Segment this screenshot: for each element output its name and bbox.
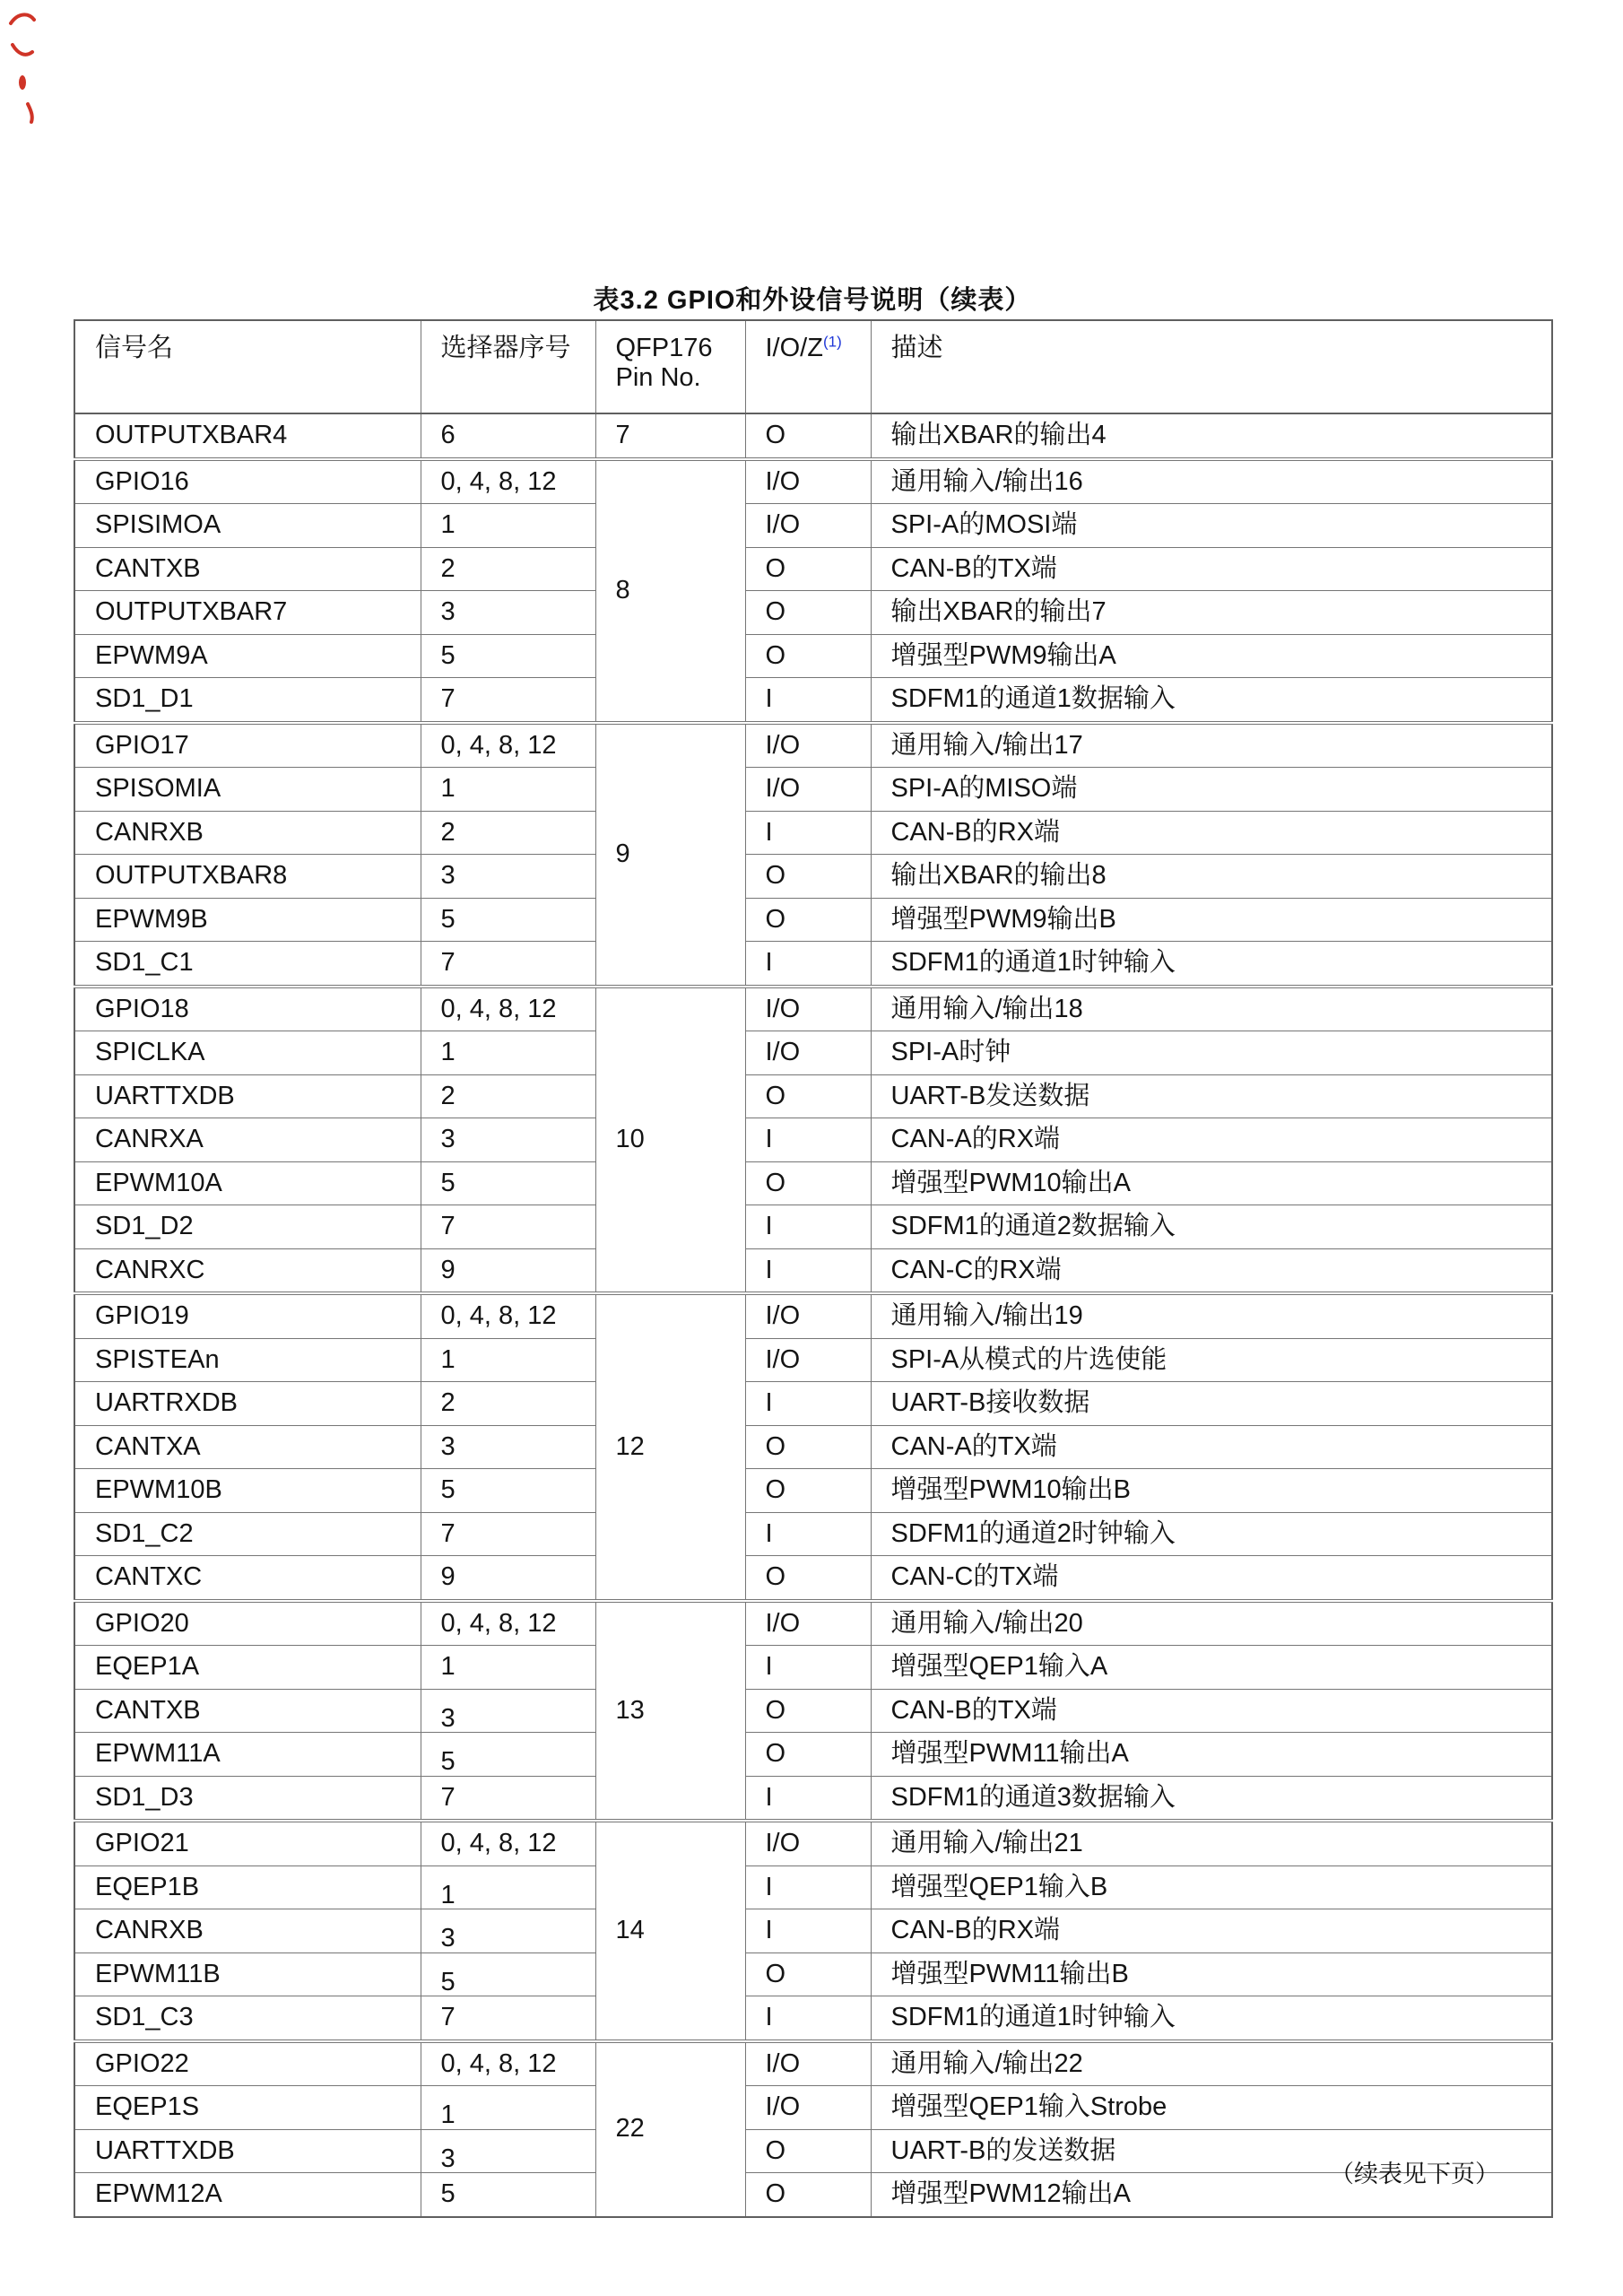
desc-cell: SPI-A的MOSI端	[871, 504, 1552, 548]
desc-cell: 输出XBAR的输出7	[871, 591, 1552, 635]
ioz-cell: I	[745, 1646, 871, 1690]
selector-cell: 1	[421, 1338, 595, 1382]
signal-cell: CANRXB	[74, 1909, 421, 1953]
selector-cell: 1	[421, 1031, 595, 1075]
signal-cell: GPIO21	[74, 1821, 421, 1866]
desc-cell: 通用输入/输出20	[871, 1601, 1552, 1646]
ioz-cell: I	[745, 678, 871, 723]
table-row	[74, 811, 1552, 855]
signal-cell: EPWM9A	[74, 634, 421, 678]
desc-cell: SDFM1的通道3数据输入	[871, 1776, 1552, 1821]
signal-cell: EQEP1S	[74, 2086, 421, 2130]
selector-cell: 3	[421, 1118, 595, 1162]
desc-cell: CAN-B的TX端	[871, 1689, 1552, 1733]
selector-cell: 2	[421, 547, 595, 591]
signal-cell: GPIO22	[74, 2041, 421, 2086]
ioz-cell: O	[745, 2173, 871, 2217]
selector-cell: 9	[421, 1556, 595, 1601]
desc-cell: 增强型PWM9输出A	[871, 634, 1552, 678]
selector-cell: 0, 4, 8, 12	[421, 723, 595, 768]
desc-cell: CAN-C的RX端	[871, 1248, 1552, 1293]
table-row	[74, 1996, 1552, 2041]
desc-cell: CAN-B的RX端	[871, 811, 1552, 855]
table-row	[74, 1248, 1552, 1293]
selector-cell: 1	[421, 768, 595, 812]
ioz-cell: I/O	[745, 1031, 871, 1075]
ioz-cell: I/O	[745, 2041, 871, 2086]
signal-cell: SD1_D2	[74, 1205, 421, 1249]
ioz-cell: I/O	[745, 723, 871, 768]
table-row	[74, 987, 1552, 1031]
table-row	[74, 1031, 1552, 1075]
desc-cell: 增强型PWM10输出A	[871, 1161, 1552, 1205]
pin-cell: 9	[595, 723, 745, 987]
desc-cell: 输出XBAR的输出4	[871, 413, 1552, 459]
selector-cell: 3	[421, 591, 595, 635]
pin-cell: 13	[595, 1601, 745, 1822]
selector-cell: 3	[421, 855, 595, 899]
pin-cell: 7	[595, 413, 745, 459]
ioz-cell: I	[745, 811, 871, 855]
ioz-cell: I/O	[745, 1293, 871, 1338]
signal-cell: EPWM12A	[74, 2173, 421, 2217]
desc-cell: 通用输入/输出16	[871, 459, 1552, 504]
table-row	[74, 1733, 1552, 1777]
ioz-cell: O	[745, 1469, 871, 1513]
table-row	[74, 1601, 1552, 1646]
desc-cell: SDFM1的通道1数据输入	[871, 678, 1552, 723]
table-row	[74, 2041, 1552, 2086]
selector-cell: 5	[421, 2173, 595, 2217]
signal-cell: CANTXA	[74, 1425, 421, 1469]
selector-cell: 2	[421, 811, 595, 855]
ioz-cell: I	[745, 1866, 871, 1909]
table-row	[74, 413, 1552, 459]
desc-cell: 增强型QEP1输入Strobe	[871, 2086, 1552, 2130]
ioz-cell: O	[745, 1689, 871, 1733]
ioz-cell: O	[745, 1425, 871, 1469]
ioz-cell: I/O	[745, 1601, 871, 1646]
desc-cell: SPI-A的MISO端	[871, 768, 1552, 812]
signal-cell: OUTPUTXBAR8	[74, 855, 421, 899]
table-row	[74, 547, 1552, 591]
selector-cell: 0, 4, 8, 12	[421, 1601, 595, 1646]
table-row	[74, 1293, 1552, 1338]
signal-cell: CANTXB	[74, 547, 421, 591]
selector-cell: 7	[421, 1996, 595, 2041]
table-row	[74, 1556, 1552, 1601]
table-row	[74, 1161, 1552, 1205]
signal-cell: UARTTXDB	[74, 1074, 421, 1118]
desc-cell: UART-B发送数据	[871, 1074, 1552, 1118]
table-row	[74, 768, 1552, 812]
col-header-selector: 选择器序号	[421, 320, 595, 413]
desc-cell: 增强型PWM11输出B	[871, 1952, 1552, 1996]
gpio-signal-table	[74, 319, 1553, 2218]
selector-cell: 7	[421, 1776, 595, 1821]
signal-cell: GPIO20	[74, 1601, 421, 1646]
table-row	[74, 1338, 1552, 1382]
selector-cell: 7	[421, 942, 595, 987]
table-row	[74, 1646, 1552, 1690]
table-row	[74, 1821, 1552, 1866]
selector-cell: 3	[421, 1425, 595, 1469]
selector-cell: 0, 4, 8, 12	[421, 459, 595, 504]
signal-cell: EPWM9B	[74, 898, 421, 942]
table-row	[74, 1909, 1552, 1953]
selector-cell: 1	[421, 2086, 595, 2130]
col-header-desc: 描述	[871, 320, 1552, 413]
signal-cell: EPWM10B	[74, 1469, 421, 1513]
table-row	[74, 855, 1552, 899]
table-row	[74, 898, 1552, 942]
ioz-cell: O	[745, 1161, 871, 1205]
pin-cell: 22	[595, 2041, 745, 2217]
selector-cell: 7	[421, 678, 595, 723]
selector-cell: 5	[421, 1161, 595, 1205]
selector-cell: 7	[421, 1205, 595, 1249]
col-header-signal: 信号名	[74, 320, 421, 413]
table-row	[74, 2086, 1552, 2130]
table-row	[74, 1469, 1552, 1513]
table-row	[74, 1118, 1552, 1162]
col-header-pin-line1: QFP176	[615, 334, 713, 362]
signal-cell: SPISTEAn	[74, 1338, 421, 1382]
signal-cell: CANTXC	[74, 1556, 421, 1601]
table-row	[74, 591, 1552, 635]
selector-cell: 1	[421, 504, 595, 548]
ioz-cell: O	[745, 547, 871, 591]
selector-cell: 5	[421, 1952, 595, 1996]
table-row	[74, 1205, 1552, 1249]
signal-cell: OUTPUTXBAR7	[74, 591, 421, 635]
signal-cell: SPISOMIA	[74, 768, 421, 812]
ioz-cell: I/O	[745, 1821, 871, 1866]
ioz-cell: I/O	[745, 1338, 871, 1382]
desc-cell: CAN-A的TX端	[871, 1425, 1552, 1469]
col-header-pin	[595, 320, 745, 413]
selector-cell: 1	[421, 1646, 595, 1690]
desc-cell: CAN-B的RX端	[871, 1909, 1552, 1953]
pin-cell: 14	[595, 1821, 745, 2041]
col-header-pin-line2: Pin No.	[615, 363, 701, 393]
selector-cell: 1	[421, 1866, 595, 1909]
desc-cell: SDFM1的通道2时钟输入	[871, 1512, 1552, 1556]
ioz-cell: O	[745, 591, 871, 635]
ioz-cell: I	[745, 1776, 871, 1821]
selector-cell: 6	[421, 413, 595, 459]
pin-cell: 12	[595, 1293, 745, 1601]
ioz-cell: I	[745, 1118, 871, 1162]
desc-cell: UART-B接收数据	[871, 1382, 1552, 1426]
ioz-cell: O	[745, 413, 871, 459]
ioz-cell: I/O	[745, 504, 871, 548]
continuation-note: （续表见下页）	[1330, 2161, 1499, 2187]
ioz-cell: O	[745, 634, 871, 678]
signal-cell: SPISIMOA	[74, 504, 421, 548]
selector-cell: 5	[421, 898, 595, 942]
ioz-cell: I	[745, 1909, 871, 1953]
ioz-cell: I	[745, 1205, 871, 1249]
desc-cell: SDFM1的通道1时钟输入	[871, 1996, 1552, 2041]
ioz-cell: O	[745, 855, 871, 899]
desc-cell: SPI-A从模式的片选使能	[871, 1338, 1552, 1382]
signal-cell: CANRXC	[74, 1248, 421, 1293]
signal-cell: SD1_D3	[74, 1776, 421, 1821]
ioz-cell: I/O	[745, 768, 871, 812]
table-title: 表3.2 GPIO和外设信号说明（续表）	[593, 286, 1032, 315]
ioz-cell: I	[745, 1512, 871, 1556]
header-row	[74, 320, 1552, 413]
table-row	[74, 1074, 1552, 1118]
selector-cell: 9	[421, 1248, 595, 1293]
desc-cell: UART-B的发送数据	[871, 2129, 1552, 2173]
ioz-cell: O	[745, 2129, 871, 2173]
signal-cell: EPWM11B	[74, 1952, 421, 1996]
table-row	[74, 1689, 1552, 1733]
desc-cell: SPI-A时钟	[871, 1031, 1552, 1075]
ioz-cell: I	[745, 942, 871, 987]
desc-cell: 增强型QEP1输入A	[871, 1646, 1552, 1690]
pin-cell: 8	[595, 459, 745, 723]
ioz-cell: I/O	[745, 459, 871, 504]
table-row	[74, 504, 1552, 548]
table-row	[74, 459, 1552, 504]
signal-cell: CANRXA	[74, 1118, 421, 1162]
table-row	[74, 1425, 1552, 1469]
selector-cell: 3	[421, 1689, 595, 1733]
signal-cell: OUTPUTXBAR4	[74, 413, 421, 459]
desc-cell: 增强型PWM11输出A	[871, 1733, 1552, 1777]
signal-cell: SD1_C3	[74, 1996, 421, 2041]
signal-cell: SD1_D1	[74, 678, 421, 723]
ioz-cell: O	[745, 1074, 871, 1118]
selector-cell: 2	[421, 1382, 595, 1426]
selector-cell: 5	[421, 1733, 595, 1777]
signal-cell: SD1_C1	[74, 942, 421, 987]
col-header-ioz: I/O/Z$^{(1)}$	[745, 320, 871, 413]
ioz-cell: I/O	[745, 987, 871, 1031]
selector-cell: 0, 4, 8, 12	[421, 987, 595, 1031]
signal-cell: GPIO16	[74, 459, 421, 504]
desc-cell: 通用输入/输出22	[871, 2041, 1552, 2086]
desc-cell: SDFM1的通道2数据输入	[871, 1205, 1552, 1249]
signal-cell: GPIO17	[74, 723, 421, 768]
signal-cell: CANTXB	[74, 1689, 421, 1733]
red-pen-marks	[4, 4, 57, 138]
ioz-cell: O	[745, 1733, 871, 1777]
table-row	[74, 942, 1552, 987]
selector-cell: 0, 4, 8, 12	[421, 2041, 595, 2086]
table-row	[74, 1952, 1552, 1996]
selector-cell: 0, 4, 8, 12	[421, 1821, 595, 1866]
footnote-ref-1: (1)	[822, 333, 842, 351]
table-row	[74, 1382, 1552, 1426]
ioz-cell: I	[745, 1996, 871, 2041]
desc-cell: SDFM1的通道1时钟输入	[871, 942, 1552, 987]
signal-cell: EPWM11A	[74, 1733, 421, 1777]
desc-cell: 增强型PWM12输出A	[871, 2173, 1552, 2217]
desc-cell: 通用输入/输出17	[871, 723, 1552, 768]
desc-cell: 增强型PWM9输出B	[871, 898, 1552, 942]
selector-cell: 7	[421, 1512, 595, 1556]
signal-table-wrap	[74, 319, 1551, 2218]
signal-cell: SPICLKA	[74, 1031, 421, 1075]
desc-cell: 通用输入/输出21	[871, 1821, 1552, 1866]
ioz-cell: I	[745, 1248, 871, 1293]
signal-cell: EQEP1B	[74, 1866, 421, 1909]
desc-cell: 增强型QEP1输入B	[871, 1866, 1552, 1909]
selector-cell: 5	[421, 634, 595, 678]
selector-cell: 0, 4, 8, 12	[421, 1293, 595, 1338]
ioz-cell: I	[745, 1382, 871, 1426]
desc-cell: 增强型PWM10输出B	[871, 1469, 1552, 1513]
signal-cell: EQEP1A	[74, 1646, 421, 1690]
ioz-cell: I/O	[745, 2086, 871, 2130]
table-row	[74, 634, 1552, 678]
table-row	[74, 678, 1552, 723]
desc-cell: CAN-A的RX端	[871, 1118, 1552, 1162]
signal-cell: CANRXB	[74, 811, 421, 855]
desc-cell: 通用输入/输出18	[871, 987, 1552, 1031]
pin-cell: 10	[595, 987, 745, 1294]
ioz-cell: O	[745, 898, 871, 942]
selector-cell: 3	[421, 1909, 595, 1953]
table-row	[74, 723, 1552, 768]
signal-cell: UARTTXDB	[74, 2129, 421, 2173]
signal-cell: UARTRXDB	[74, 1382, 421, 1426]
desc-cell: CAN-B的TX端	[871, 547, 1552, 591]
signal-cell: EPWM10A	[74, 1161, 421, 1205]
selector-cell: 2	[421, 1074, 595, 1118]
signal-cell: GPIO18	[74, 987, 421, 1031]
selector-cell: 3	[421, 2129, 595, 2173]
signal-cell: SD1_C2	[74, 1512, 421, 1556]
desc-cell: CAN-C的TX端	[871, 1556, 1552, 1601]
ioz-cell: O	[745, 1556, 871, 1601]
table-row	[74, 1866, 1552, 1909]
table-row	[74, 1776, 1552, 1821]
ioz-cell: O	[745, 1952, 871, 1996]
desc-cell: 输出XBAR的输出8	[871, 855, 1552, 899]
table-row	[74, 1512, 1552, 1556]
signal-cell: GPIO19	[74, 1293, 421, 1338]
desc-cell: 通用输入/输出19	[871, 1293, 1552, 1338]
selector-cell: 5	[421, 1469, 595, 1513]
